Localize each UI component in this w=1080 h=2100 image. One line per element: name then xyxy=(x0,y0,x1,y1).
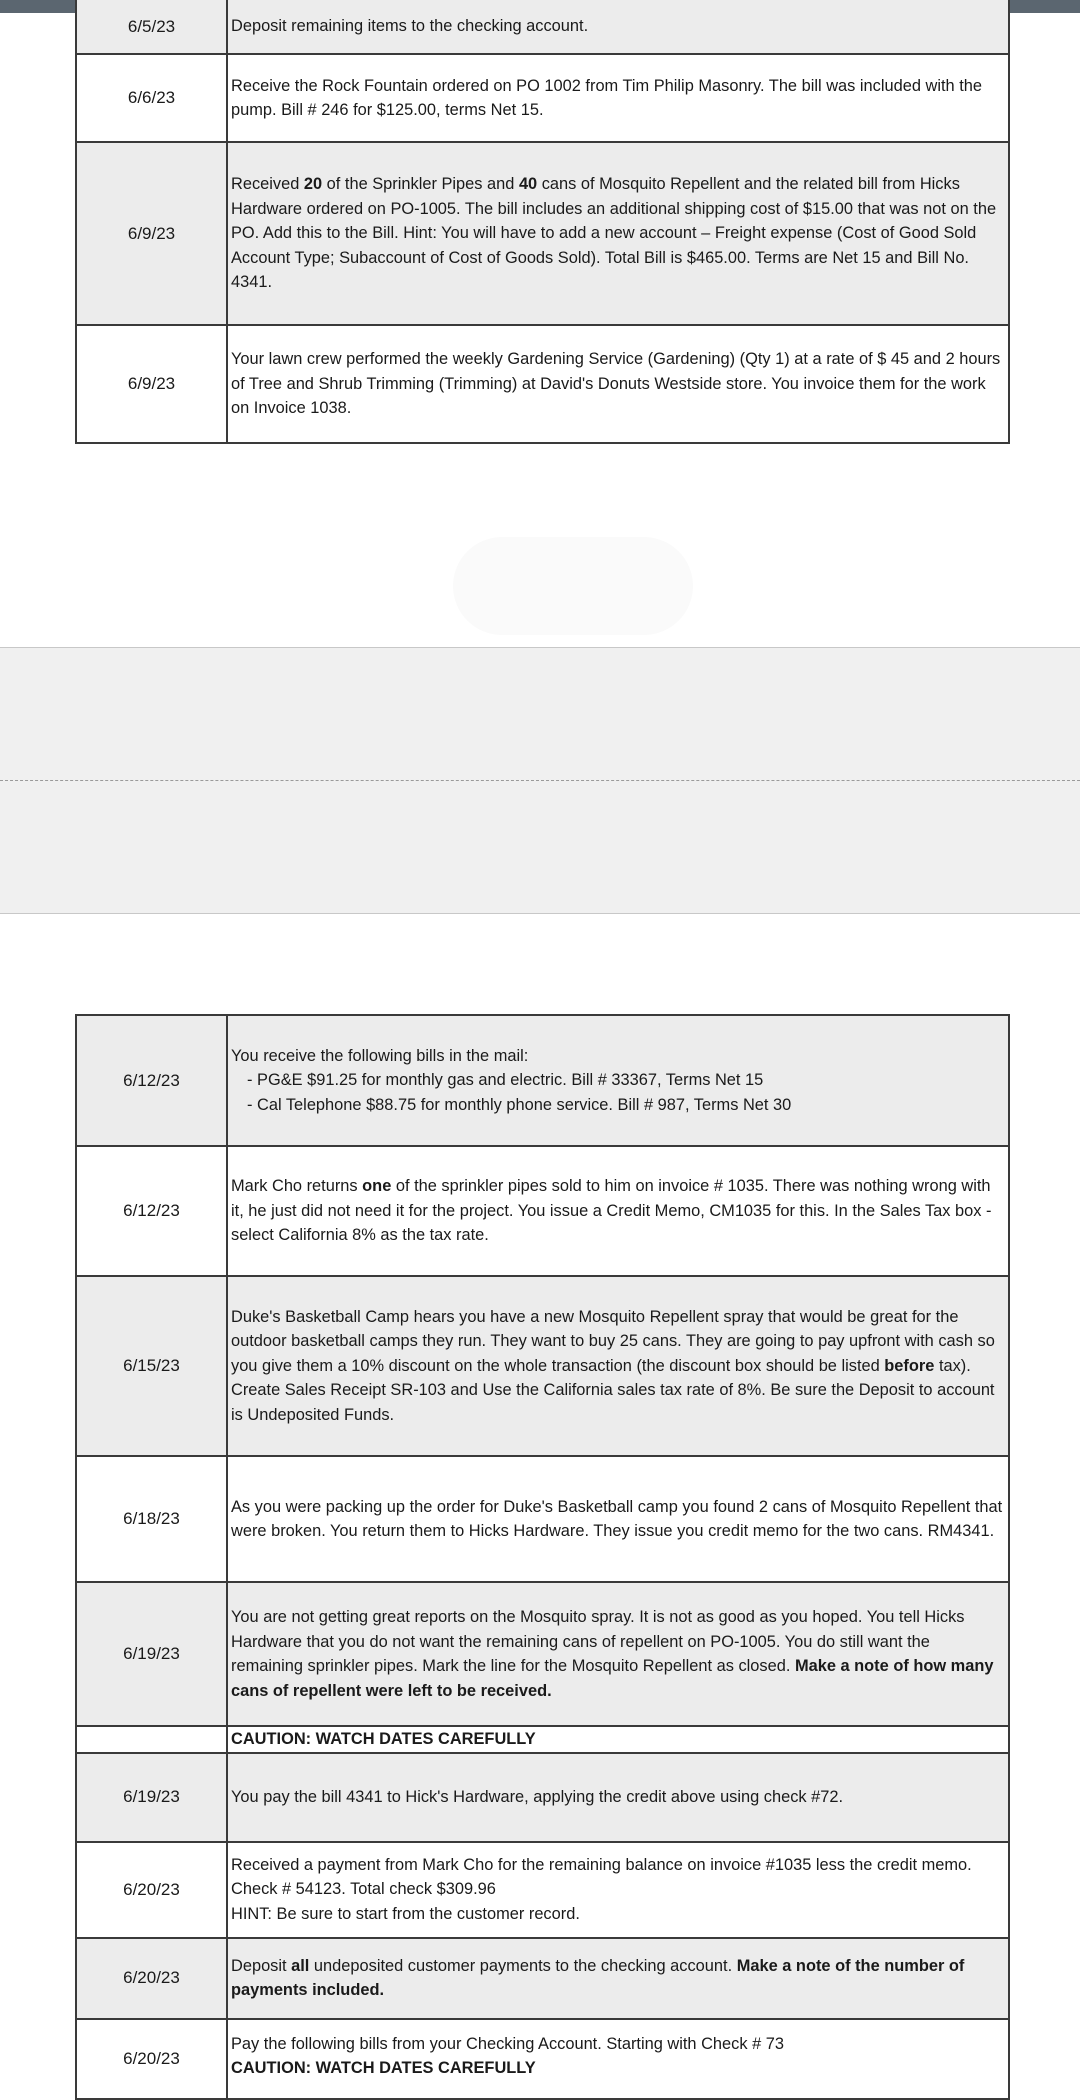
caution-text: CAUTION: WATCH DATES CAREFULLY xyxy=(227,1726,1009,1753)
task-description: Received 20 of the Sprinkler Pipes and 40 cans of Mosquito Repellent and the related bill from Hicks Hardware ordered on PO-1005. The bill includes an additional shipping cost of $15.00 that was not on the PO. Add this to the Bill. Hint: You will have to add a new account – Freight expense (Cost of Good Sold Account Type; Subaccount of Cost of Goods Sold). Total Bill is $465.00. Terms are Net 15 and Bill No. 4341. xyxy=(227,142,1009,325)
image-smudge xyxy=(453,537,693,635)
caution-row xyxy=(76,1726,1009,1753)
task-date: 6/18/23 xyxy=(76,1456,227,1582)
task-date xyxy=(76,1726,227,1753)
task-date: 6/9/23 xyxy=(76,325,227,443)
task-description: You are not getting great reports on the Mosquito spray. It is not as good as you hoped. You tell Hicks Hardware that you do not want the remaining cans of repellent on PO-1005. You do still want the remaining sprinkler pipes. Mark the line for the Mosquito Repellent as closed. Make a note of how many cans of repellent were left to be received. xyxy=(227,1582,1009,1726)
task-date: 6/5/23 xyxy=(76,0,227,54)
task-date: 6/20/23 xyxy=(76,2019,227,2099)
task-date: 6/12/23 xyxy=(76,1015,227,1146)
bill-line: - PG&E $91.25 for monthly gas and electric. Bill # 33367, Terms Net 15 xyxy=(247,1071,764,1090)
task-row xyxy=(76,2019,1009,2099)
task-description: Deposit remaining items to the checking account. xyxy=(227,0,1009,54)
task-date: 6/9/23 xyxy=(76,142,227,325)
task-description: Mark Cho returns one of the sprinkler pipes sold to him on invoice # 1035. There was nothing wrong with it, he just did not need it for the project. You issue a Credit Memo, CM1035 for this. In the Sales Tax box - select California 8% as the tax rate. xyxy=(227,1146,1009,1276)
task-table-page1 xyxy=(75,0,1010,444)
task-date: 6/20/23 xyxy=(76,1938,227,2019)
task-description: Deposit all undeposited customer payments to the checking account. Make a note of the number of payments included. xyxy=(227,1938,1009,2019)
qty-bold: 20 xyxy=(303,175,323,194)
page-break-dashed-line xyxy=(0,780,1080,781)
qty-bold: 40 xyxy=(518,175,538,194)
task-description: You receive the following bills in the mail: - PG&E $91.25 for monthly gas and electric. Bill # 33367, Terms Net 15 - Cal Telephone $88.75 for monthly phone service. Bill # 987, Terms Net 30 xyxy=(227,1015,1009,1146)
task-description: You pay the bill 4341 to Hick's Hardware, applying the credit above using check #72. xyxy=(227,1753,1009,1842)
task-row xyxy=(76,1753,1009,1842)
bill-line: - Cal Telephone $88.75 for monthly phone service. Bill # 987, Terms Net 30 xyxy=(247,1095,792,1114)
task-row xyxy=(76,1015,1009,1146)
task-description: Duke's Basketball Camp hears you have a new Mosquito Repellent spray that would be great for the outdoor basketball camps they run. They want to buy 25 cans. They are going to pay upfront with cash so you give them a 10% discount on the whole transaction (the discount box should be listed before tax). Create Sales Receipt SR-103 and Use the California sales tax rate of 8%. Be sure the Deposit to account is Undeposited Funds. xyxy=(227,1276,1009,1456)
task-date: 6/20/23 xyxy=(76,1842,227,1938)
task-description: Pay the following bills from your Checking Account. Starting with Check # 73 CAUTION: WATCH DATES CAREFULLY xyxy=(227,2019,1009,2099)
task-description: As you were packing up the order for Duke's Basketball camp you found 2 cans of Mosquito Repellent that were broken. You return them to Hicks Hardware. They issue you credit memo for the two cans. RM4341. xyxy=(227,1456,1009,1582)
task-date: 6/19/23 xyxy=(76,1753,227,1842)
task-description: Received a payment from Mark Cho for the remaining balance on invoice #1035 less the credit memo. Check # 54123. Total check $309.96 HINT: Be sure to start from the customer record. xyxy=(227,1842,1009,1938)
task-date: 6/12/23 xyxy=(76,1146,227,1276)
task-row xyxy=(76,1938,1009,2019)
task-row xyxy=(76,1456,1009,1582)
task-row xyxy=(76,325,1009,443)
task-row xyxy=(76,1276,1009,1456)
task-row xyxy=(76,0,1009,54)
task-row xyxy=(76,1146,1009,1276)
task-row xyxy=(76,142,1009,325)
task-row xyxy=(76,54,1009,142)
task-date: 6/19/23 xyxy=(76,1582,227,1726)
task-date: 6/15/23 xyxy=(76,1276,227,1456)
task-description: Receive the Rock Fountain ordered on PO 1002 from Tim Philip Masonry. The bill was included with the pump. Bill # 246 for $125.00, terms Net 15. xyxy=(227,54,1009,142)
caution-text: CAUTION: WATCH DATES CAREFULLY xyxy=(231,2059,536,2077)
page-break xyxy=(0,647,1080,914)
task-row xyxy=(76,1582,1009,1726)
task-row xyxy=(76,1842,1009,1938)
task-table-page2 xyxy=(75,1014,1010,2100)
task-description: Your lawn crew performed the weekly Gardening Service (Gardening) (Qty 1) at a rate of $ 45 and 2 hours of Tree and Shrub Trimming (Trimming) at David's Donuts Westside store. You invoice them for the work on Invoice 1038. xyxy=(227,325,1009,443)
task-date: 6/6/23 xyxy=(76,54,227,142)
